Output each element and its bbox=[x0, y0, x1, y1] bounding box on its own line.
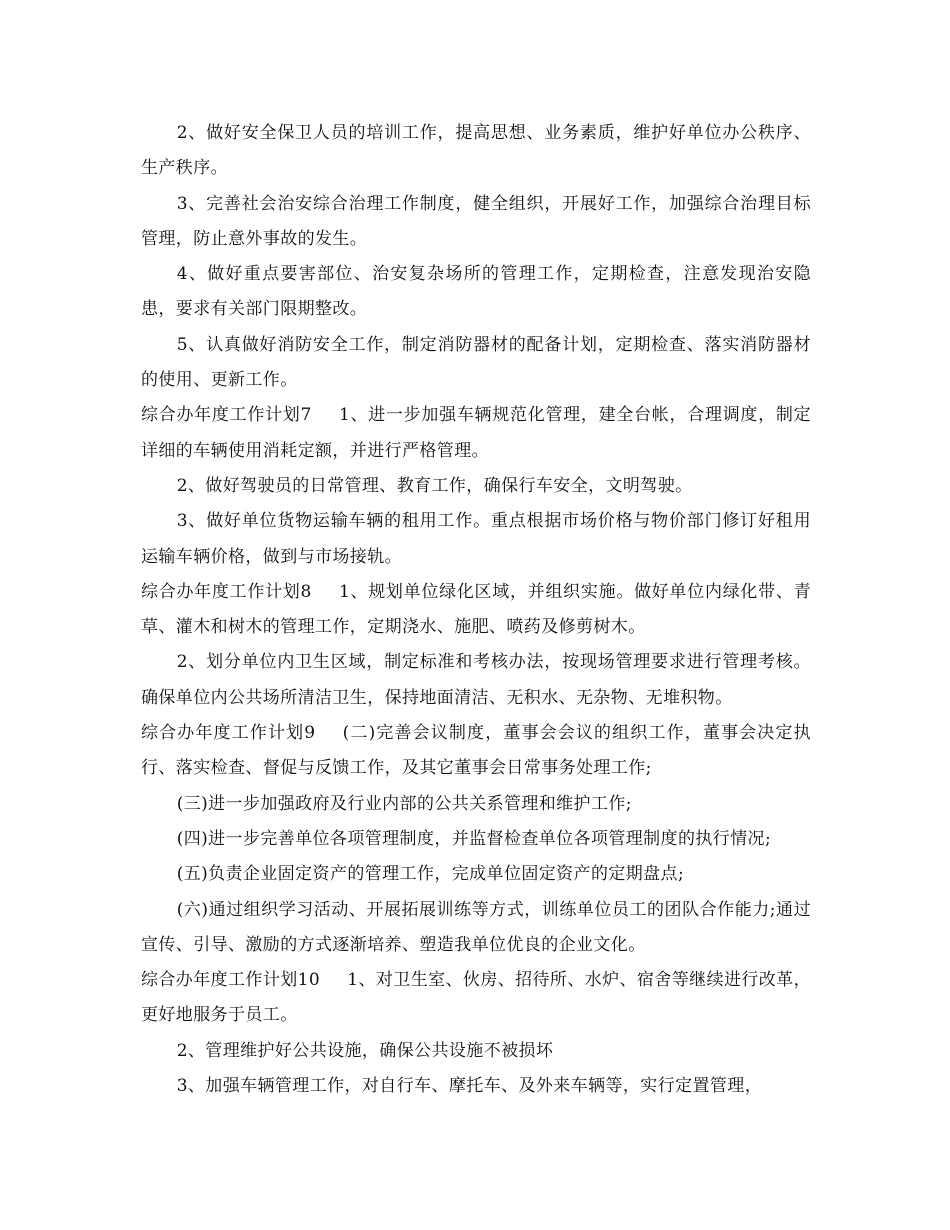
paragraph: 5、认真做好消防安全工作，制定消防器材的配备计划，定期检查、落实消防器材的使用、更新工作。 bbox=[141, 334, 811, 391]
paragraph: 2、划分单位内卫生区域，制定标准和考核办法，按现场管理要求进行管理考核。确保单位内公共场所清洁卫生，保持地面清洁、无积水、无杂物、无堆积物。 bbox=[141, 652, 811, 708]
paragraph: (五)负责企业固定资产的管理工作，完成单位固定资产的定期盘点; bbox=[176, 864, 685, 885]
paragraph: 3、做好单位货物运输车辆的租用工作。重点根据市场价格与物价部门修订好租用运输车辆价格，做到与市场接轨。 bbox=[141, 511, 811, 567]
section-paragraph bbox=[141, 963, 811, 1034]
section-paragraph bbox=[141, 398, 811, 469]
section-text: 1、对卫生室、伙房、招待所、水炉、宿舍等继续进行改革，更好地服务于员工。 bbox=[141, 970, 811, 1026]
paragraph: 2、做好安全保卫人员的培训工作，提高思想、业务素质，维护好单位办公秩序、生产秩序。 bbox=[141, 123, 811, 179]
paragraph: 2、管理维护好公共设施，确保公共设施不被损坏 bbox=[176, 1040, 554, 1061]
paragraph: 3、加强车辆管理工作，对自行车、摩托车、及外来车辆等，实行定置管理， bbox=[176, 1076, 763, 1097]
section-title: 综合办年度工作计划10 bbox=[141, 970, 321, 991]
paragraph: (三)进一步加强政府及行业内部的公共关系管理和维护工作; bbox=[176, 793, 632, 814]
section-text: 1、规划单位绿化区域，并组织实施。做好单位内绿化带、青草、灌木和树木的管理工作，定期浇水、施肥、喷药及修剪树木。 bbox=[141, 581, 811, 638]
section-paragraph bbox=[141, 716, 811, 787]
section-text: (二)完善会议制度，董事会会议的组织工作，董事会决定执行、落实检查、督促与反馈工作，及其它董事会日常事务处理工作; bbox=[141, 723, 811, 779]
section-title: 综合办年度工作计划9 bbox=[141, 723, 316, 744]
section-paragraph bbox=[141, 575, 811, 646]
paragraph: (六)通过组织学习活动、开展拓展训练等方式，训练单位员工的团队合作能力;通过宣传、引导、激励的方式逐渐培养、塑造我单位优良的企业文化。 bbox=[141, 899, 811, 955]
paragraph: 4、做好重点要害部位、治安复杂场所的管理工作，定期检查，注意发现治安隐患，要求有关部门限期整改。 bbox=[141, 264, 811, 320]
paragraph: 2、做好驾驶员的日常管理、教育工作，确保行车安全，文明驾驶。 bbox=[176, 475, 693, 496]
section-title: 综合办年度工作计划8 bbox=[141, 581, 312, 602]
document-body bbox=[141, 116, 811, 1104]
section-text: 1、进一步加强车辆规范化管理，建全台帐，合理调度，制定详细的车辆使用消耗定额，并进行严格管理。 bbox=[141, 405, 811, 461]
paragraph: 3、完善社会治安综合治理工作制度，健全组织，开展好工作，加强综合治理目标管理，防止意外事故的发生。 bbox=[141, 193, 811, 249]
paragraph: (四)进一步完善单位各项管理制度，并监督检查单位各项管理制度的执行情况; bbox=[176, 828, 772, 849]
section-title: 综合办年度工作计划7 bbox=[141, 405, 312, 426]
